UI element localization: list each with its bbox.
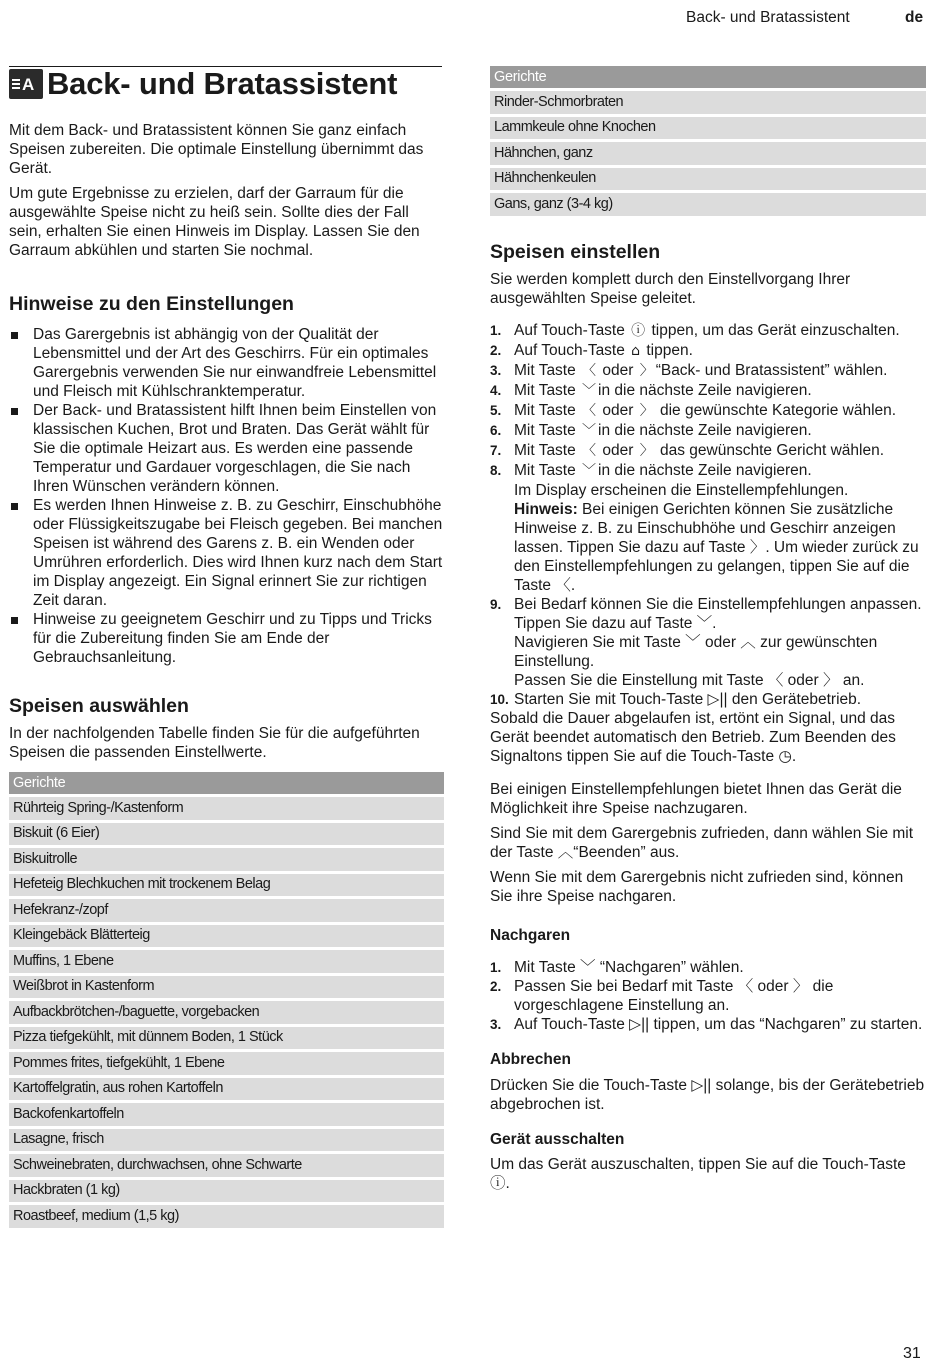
nachgaren-steps <box>490 958 926 1034</box>
step-2: 2. Auf Touch-Taste ⌂ tippen. <box>490 341 693 359</box>
chevron-down-icon: ﹀ <box>582 462 597 479</box>
chevron-right-icon: 〉 <box>639 442 654 459</box>
left-column <box>9 66 444 1231</box>
table-row: Aufbackbrötchen-/baguette, vorgebacken <box>9 1001 444 1024</box>
select-heading: Speisen auswählen <box>9 695 189 717</box>
list-item: Der Back- und Bratassistent hilft Ihnen beim Einstellen von klassischen Kuchen, Brot und Braten. Das Gerät wählt für Sie die optimale Heizart aus. Es werden eine passende Temperatur und Gardauer vorgeschlagen, die Sie nach Ihren Wünschen verändern können. <box>9 401 444 496</box>
set-intro: Sie werden komplett durch den Einstellvorgang Ihrer ausgewählten Speise geleitet. <box>490 270 851 307</box>
step-3: 3. Mit Taste 〈 oder 〉 “Back- und Bratassistent” wählen. <box>490 361 888 379</box>
table-row: Biskuitrolle <box>9 848 444 871</box>
right-column <box>490 66 926 1199</box>
step-7: 7. Mit Taste 〈 oder 〉 das gewünschte Gericht wählen. <box>490 441 885 459</box>
table-row: Backofenkartoffeln <box>9 1103 444 1126</box>
table-row: Lammkeule ohne Knochen <box>490 117 926 140</box>
hints-heading: Hinweise zu den Einstellungen <box>9 293 294 315</box>
table-row: Kartoffelgratin, aus rohen Kartoffeln <box>9 1078 444 1101</box>
table-row: Pommes frites, tiefgekühlt, 1 Ebene <box>9 1052 444 1075</box>
page-title: Back- und Bratassistent <box>47 66 398 101</box>
extra-paragraph-3: Wenn Sie mit dem Garergebnis nicht zufrieden sind, können Sie ihre Speise nachgaren. <box>490 868 904 905</box>
step-6: 6. Mit Taste ﹀ in die nächste Zeile navigieren. <box>490 421 812 439</box>
table-row: Hähnchen, ganz <box>490 142 926 165</box>
chevron-down-icon: ﹀ <box>582 382 597 399</box>
table-row: Kleingebäck Blätterteig <box>9 925 444 948</box>
table-row: Schweinebraten, durchwachsen, ohne Schwarte <box>9 1154 444 1177</box>
table-row: Hackbraten (1 kg) <box>9 1180 444 1203</box>
language-code: de <box>905 9 924 26</box>
chevron-right-icon: 〉 <box>639 362 654 379</box>
table-header: Gerichte <box>490 66 926 88</box>
step-5: 5. Mit Taste 〈 oder 〉 die gewünschte Kategorie wählen. <box>490 401 897 419</box>
assistant-icon-letter: A <box>22 74 35 94</box>
dishes-table-left <box>9 769 444 1231</box>
table-row: Lasagne, frisch <box>9 1129 444 1152</box>
after-steps-text: Sobald die Dauer abgelaufen ist, ertönt ein Signal, und das Gerät beendet automatisch den Betrieb. Zum Beenden des Signaltons tippen Sie auf die Touch-Taste ◷. <box>490 709 896 765</box>
table-row: Hähnchenkeulen <box>490 168 926 191</box>
table-row: Pizza tiefgekühlt, mit dünnem Boden, 1 Stück <box>9 1027 444 1050</box>
intro-paragraph-2: Um gute Ergebnisse zu erzielen, darf der Garraum für die ausgewählte Speise nicht zu heiß sein. Sollte dies der Fall sein, erhalten Sie einen Hinweis im Display. Lassen Sie den Garraum abkühlen und starten Sie nochmal. <box>9 185 420 259</box>
select-text: In der nachfolgenden Tabelle finden Sie für die aufgeführten Speisen die passenden Einstellwerte. <box>9 725 420 761</box>
table-row: Roastbeef, medium (1,5 kg) <box>9 1205 444 1228</box>
intro-paragraph-1: Mit dem Back- und Bratassistent können Sie ganz einfach Speisen zubereiten. Die optimale Einstellung übernimmt das Gerät. <box>9 122 424 177</box>
chevron-left-icon: 〈 <box>582 402 597 419</box>
table-row: Weißbrot in Kastenform <box>9 976 444 999</box>
home-icon: ⌂ <box>631 342 641 359</box>
step-10: 10. Starten Sie mit Touch-Taste ▷|| den Gerätebetrieb. <box>490 690 862 708</box>
table-row: Rührteig Spring-/Kastenform <box>9 797 444 820</box>
list-item: Hinweise zu geeignetem Geschirr und zu Tipps und Tricks für die Zubereitung finden Sie am Ende der Gebrauchsanleitung. <box>9 610 444 667</box>
chevron-right-icon: 〉 <box>639 402 654 419</box>
step-9: 9. Bei Bedarf können Sie die Einstellempfehlungen anpassen. Tippen Sie dazu auf Taste ﹀. Navigieren Sie mit Taste ﹀ oder ︿ zur gewünschten Einstellung. Passen Sie die Einstellung mit Taste 〈 oder 〉 an. <box>490 595 922 689</box>
table-row: Biskuit (6 Eier) <box>9 823 444 846</box>
nachgaren-step-3: 3. Auf Touch-Taste ▷|| tippen, um das “Nachgaren” zu starten. <box>490 1015 923 1033</box>
list-item: Das Garergebnis ist abhängig von der Qualität der Lebensmittel und der Art des Geschirrs. Für ein optimales Garergebnis verwenden Sie nur einwandfreie Lebensmittel und Fleisch mit Kühlschranktemperatur. <box>9 325 444 401</box>
list-item: Es werden Ihnen Hinweise z. B. zu Geschirr, Einschubhöhe oder Flüssigkeitszugabe bei Fleisch gegeben. Bei manchen Speisen ist während des Garens z. B. ein Wenden oder Umrühren erforderlich. Dies wird Ihnen kurz nach dem Start im Display angezeigt. Ein Signal erinnert Sie zur richtigen Zeit daran. <box>9 496 444 610</box>
step-8: 8. Mit Taste ﹀ in die nächste Zeile navigieren. Im Display erscheinen die Einstellempfehlungen. Hinweis: Bei einigen Gerichten können Sie zusätzliche Hinweise z. B. zu Einschubhöhe und Geschirr anzeigen lassen. Tippen Sie dazu auf Taste 〉. Um wieder zurück zu den Einstellempfehlungen zu gelangen, tippen Sie auf die Taste 〈. <box>490 461 926 595</box>
table-row: Gans, ganz (3-4 kg) <box>490 193 926 216</box>
chevron-down-icon: ﹀ <box>582 422 597 439</box>
table-row: Muffins, 1 Ebene <box>9 950 444 973</box>
table-row: Rinder-Schmorbraten <box>490 91 926 114</box>
set-steps <box>490 321 926 709</box>
power-icon: ⓘ <box>631 322 646 339</box>
chevron-left-icon: 〈 <box>582 442 597 459</box>
nachgaren-heading: Nachgaren <box>490 926 571 944</box>
dishes-table-right <box>490 63 926 219</box>
ausschalten-text: Um das Gerät auszuschalten, tippen Sie auf die Touch-Taste ⓘ. <box>490 1155 906 1192</box>
abbrechen-heading: Abbrechen <box>490 1050 571 1068</box>
step-8-extra: Im Display erscheinen die Einstellempfehlungen. <box>514 481 849 499</box>
ausschalten-heading: Gerät ausschalten <box>490 1130 625 1148</box>
nachgaren-step-1: 1. Mit Taste ﹀ “Nachgaren” wählen. <box>490 958 744 976</box>
running-header <box>0 8 950 28</box>
table-row: Hefekranz-/zopf <box>9 899 444 922</box>
extra-paragraph-1: Bei einigen Einstellempfehlungen bietet Ihnen das Gerät die Möglichkeit ihre Speise nachzugaren. <box>490 780 902 817</box>
hints-list <box>9 325 444 667</box>
page-number: 31 <box>903 1345 921 1362</box>
set-heading: Speisen einstellen <box>490 240 661 263</box>
table-header: Gerichte <box>9 772 444 794</box>
step-1: 1. Auf Touch-Taste ⓘ tippen, um das Gerät einzuschalten. <box>490 321 900 339</box>
step-4: 4. Mit Taste ﹀ in die nächste Zeile navigieren. <box>490 381 812 399</box>
step-8-hint: Hinweis: Bei einigen Gerichten können Sie zusätzliche Hinweise z. B. zu Einschubhöhe und Geschirr anzeigen lassen. Tippen Sie dazu auf Taste 〉. Um wieder zurück zu den Einstellempfehlungen zu gelangen, tippen Sie auf die Taste 〈. <box>514 500 919 594</box>
running-header-title: Back- und Bratassistent <box>686 9 850 26</box>
table-row: Hefeteig Blechkuchen mit trockenem Belag <box>9 874 444 897</box>
extra-paragraph-2: Sind Sie mit dem Garergebnis zufrieden, dann wählen Sie mit der Taste ︿“Beenden” aus. <box>490 824 914 861</box>
chevron-left-icon: 〈 <box>582 362 597 379</box>
abbrechen-text: Drücken Sie die Touch-Taste ▷|| solange, bis der Gerätebetrieb abgebrochen ist. <box>490 1076 925 1113</box>
nachgaren-step-2: 2. Passen Sie bei Bedarf mit Taste 〈 oder 〉 die vorgeschlagene Einstellung an. <box>490 977 834 1014</box>
